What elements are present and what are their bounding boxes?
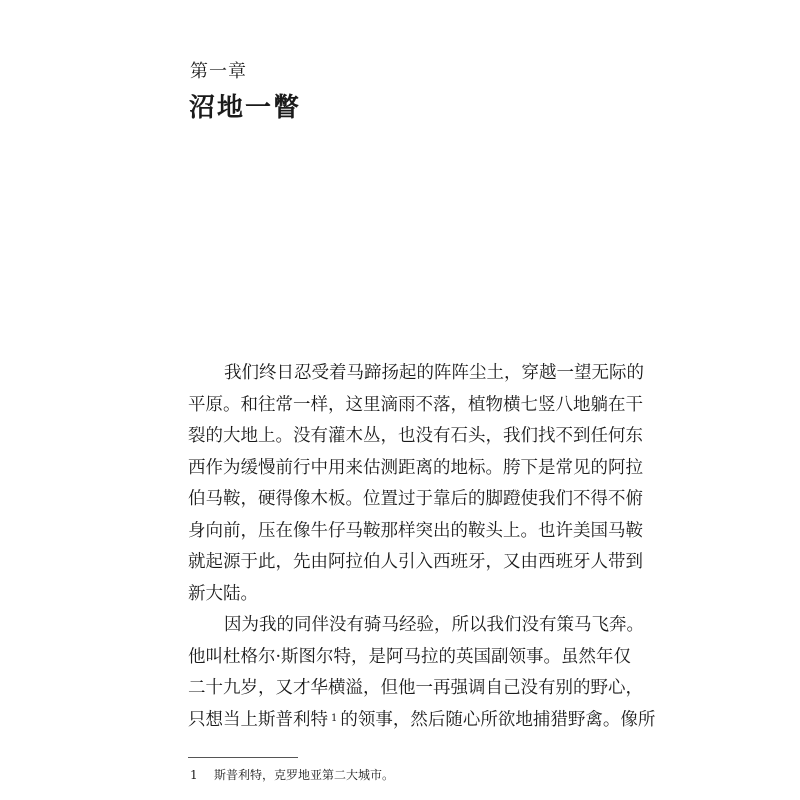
text-line: 因为我的同伴没有骑马经验，所以我们没有策马飞奔。: [224, 615, 644, 635]
text-line: 新大陆。: [188, 583, 258, 604]
chapter-title: 沼地一瞥: [189, 93, 302, 123]
text-line: 平原。和往常一样，这里滴雨不落，植物横七竖八地躺在干: [188, 394, 643, 415]
text-line: 伯马鞍，硬得像木板。位置过于靠后的脚蹬使我们不得不俯: [188, 489, 643, 509]
body-text: [188, 358, 656, 736]
footnote-reference[interactable]: 1: [331, 712, 338, 724]
footnote: [190, 766, 394, 784]
chapter-label: 第一章: [190, 61, 247, 82]
text-line: 二十九岁，又才华横溢，但他一再强调自己没有别的野心，: [188, 678, 643, 698]
text-line: 西作为缓慢前行中用来估测距离的地标。胯下是常见的阿拉: [188, 457, 643, 478]
text-fragment: 的领事，然后随心所欲地捕猎野禽。像所: [340, 709, 656, 730]
paragraph-1: [188, 358, 644, 610]
text-line: 我们终日忍受着马蹄扬起的阵阵尘土，穿越一望无际的: [224, 363, 644, 383]
text-fragment: 只想当上斯普利特: [188, 709, 328, 730]
text-line: 就起源于此，先由阿拉伯人引入西班牙，又由西班牙人带到: [188, 552, 643, 572]
footnote-number: 1: [190, 768, 198, 782]
footnote-divider: [188, 757, 298, 758]
paragraph-2: [188, 610, 656, 736]
text-line: 身向前，压在像牛仔马鞍那样突出的鞍头上。也许美国马鞍: [188, 520, 643, 541]
text-line: 裂的大地上。没有灌木丛，也没有石头，我们找不到任何东: [188, 426, 643, 446]
footnote-text: 斯普利特，克罗地亚第二大城市。: [214, 768, 395, 782]
text-line: 他叫杜格尔·斯图尔特，是阿马拉的英国副领事。虽然年仅: [188, 646, 632, 667]
text-line: [188, 705, 656, 737]
